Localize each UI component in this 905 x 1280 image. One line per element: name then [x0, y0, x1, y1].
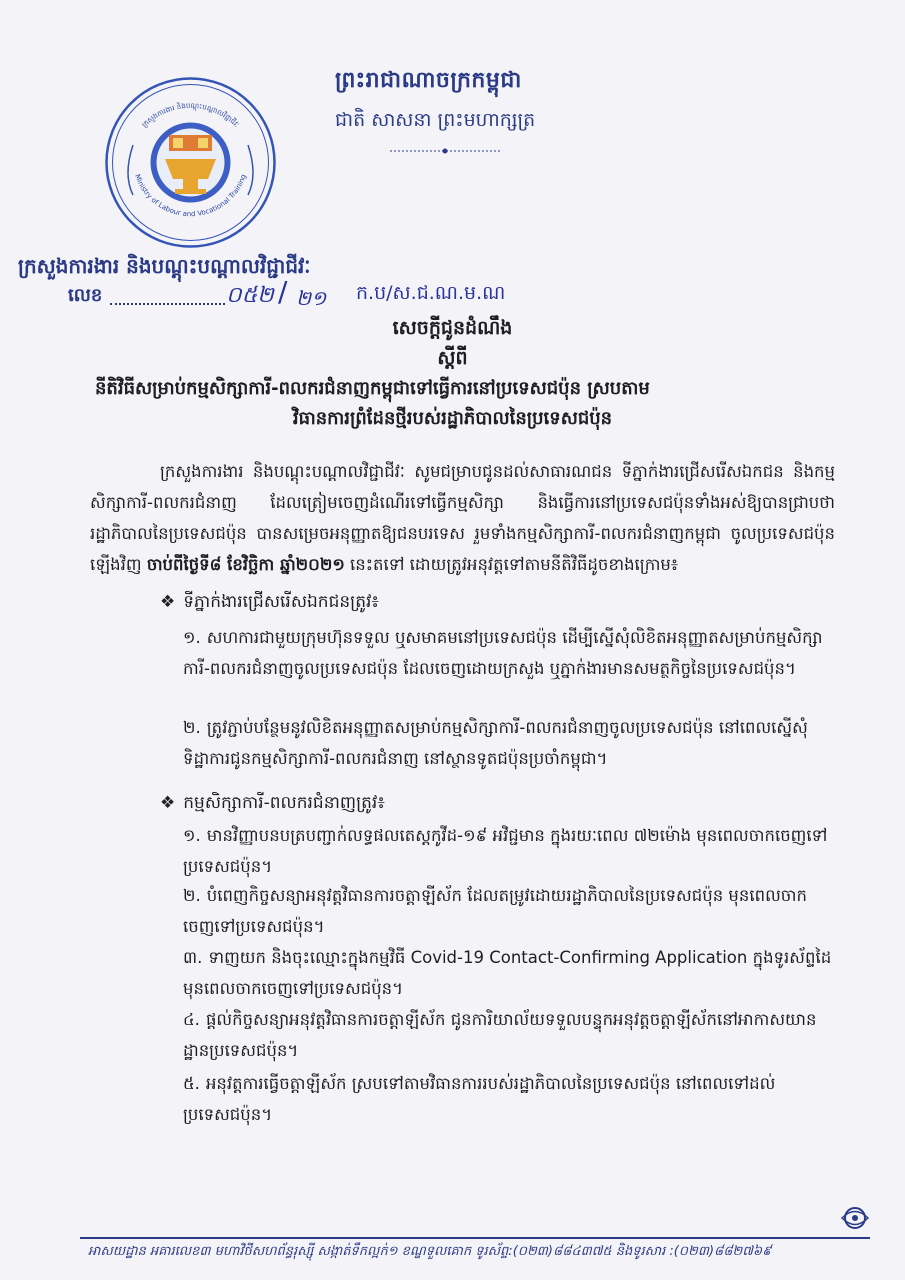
list-item: ២. បំពេញកិច្ចសន្យាអនុវត្តវិធានការចត្តាឡីស័ក ដែលតម្រូវដោយរដ្ឋាភិបាលនៃប្រទេសជប៉ុន មុនពេលចាកចេញទៅប្រទេសជប៉ុន។: [183, 886, 807, 936]
reference-suffix: ក.ប/ស.ជ.ណ.ម.ណ: [356, 282, 506, 304]
footer-address: អាសយដ្ឋាន អគារលេខ៣ មហាវិថីសហព័ន្ធរុស្ស៊ី សង្កាត់ទឹកល្អក់១ ខណ្ឌទួលគោក ទូរស័ព្ទ:(០២៣)៨៨៤៣៧៥ និងទូរសារ :(០២៣)៨៨២៧៦៩: [88, 1244, 772, 1259]
section-heading-workers: ❖ កម្មសិក្សាការី-ពលករជំនាញត្រូវ៖: [160, 793, 385, 813]
notice-title: សេចក្ដីជូនដំណឹង: [392, 317, 513, 339]
list-item: ៤. ផ្ដល់កិច្ចសន្យាអនុវត្តវិធានការចត្តាឡីស័ក ជូនការិយាល័យទទួលបន្ទុកអនុវត្តចត្តាឡីស័កនៅអាកាសយានដ្ឋានប្រទេសជប៉ុន។: [183, 1010, 817, 1060]
list-item: ២. ត្រូវភ្ជាប់បន្ថែមនូវលិខិតអនុញ្ញាតសម្រាប់កម្មសិក្សាការី-ពលករជំនាញចូលប្រទេសជប៉ុន នៅពេលស្នើសុំទិដ្ឋាការជូនកម្មសិក្សាការី-ពលករជំនាញ នៅស្ថានទូតជប៉ុនប្រចាំកម្ពុជា។: [183, 718, 808, 768]
diamond-bullet-icon: ❖: [160, 793, 176, 813]
ornament-divider-icon: [390, 146, 500, 156]
reference-label: លេខ: [68, 285, 103, 306]
footer-divider: [80, 1237, 870, 1239]
notice-subject-label: ស្ដីពី: [437, 347, 468, 369]
ministry-footer-logo-icon: [832, 1203, 878, 1233]
list-item: ១. មានវិញ្ញាបនបត្របញ្ជាក់លទ្ធផលតេស្តកូវីដ-១៩ អវិជ្ជមាន ក្នុងរយៈពេល ៧២ម៉ោង មុនពេលចាកចេញទៅប្រទេសជប៉ុន។: [183, 826, 828, 876]
svg-text:ក្រសួងការងារ និងបណ្ដុះបណ្ដាលវិ: ក្រសួងការងារ និងបណ្ដុះបណ្ដាលវិជ្ជាជីវៈ: [140, 101, 241, 130]
notice-subject-line1: នីតិវិធីសម្រាប់កម្មសិក្សាការី-ពលករជំនាញកម្ពុជាទៅធ្វើការនៅប្រទេសជប៉ុន ស្របតាម: [95, 378, 650, 399]
diamond-bullet-icon: ❖: [160, 592, 176, 612]
list-item: ៥. អនុវត្តការធ្វើចត្តាឡីស័ក ស្របទៅតាមវិធានការរបស់រដ្ឋាភិបាលនៃប្រទេសជប៉ុន នៅពេលទៅដល់ប្រទេសជប៉ុន។: [183, 1074, 776, 1124]
intro-paragraph: ក្រសួងការងារ និងបណ្ដុះបណ្ដាលវិជ្ជាជីវៈ សូមជម្រាបជូនដល់សាធារណជន ទីភ្នាក់ងារជ្រើសរើសឯកជន និងកម្មសិក្សាការី-ពលករជំនាញ ដែលត្រៀមចេញដំណើរទៅធ្វើកម្មសិក្សា និងធ្វើការនៅប្រទេសជប៉ុនទាំងអស់ឱ្យបានជ្រាបថា រដ្ឋាភិបាលនៃប្រទេសជប៉ុន បានសម្រេចអនុញ្ញាតឱ្យជនបរទេស រួមទាំងកម្មសិក្សាការី-ពលករជំនាញកម្ពុជា ចូលប្រទេសជប៉ុនឡើងវិញ ចាប់ពីថ្ងៃទី៨ ខែវិច្ឆិកា ឆ្នាំ២០២១ នេះតទៅ ដោយត្រូវអនុវត្តទៅតាមនីតិវិធីដូចខាងក្រោម៖: [90, 462, 835, 574]
svg-text:Ministry of Labour and Vocatio: Ministry of Labour and Vocational Training: [133, 173, 248, 219]
reference-year: ២១: [296, 286, 327, 310]
ministry-name: ក្រសួងការងារ និងបណ្ដុះបណ្ដាលវិជ្ជាជីវៈ: [18, 254, 311, 278]
reference-handwritten-number: ០៥២: [226, 283, 274, 308]
list-item: ៣. ទាញយក និងចុះឈ្មោះក្នុងកម្មវិធី Covid-19 Contact-Confirming Application ក្នុងទូរស័ព្ទដៃ មុនពេលចាកចេញទៅប្រទេសជប៉ុន។: [183, 948, 832, 998]
section-heading-agencies: ❖ ទីភ្នាក់ងារជ្រើសរើសឯកជនត្រូវ៖: [160, 592, 379, 612]
reference-dotted-line: [110, 303, 225, 305]
kingdom-heading: ព្រះរាជាណាចក្រកម្ពុជា: [335, 68, 522, 93]
notice-subject-line2: វិធានការព្រំដែនថ្មីរបស់រដ្ឋាភិបាលនៃប្រទេសជប៉ុន: [292, 408, 613, 429]
effective-date: ចាប់ពីថ្ងៃទី៨ ខែវិច្ឆិកា ឆ្នាំ២០២១: [146, 555, 345, 574]
ministry-seal-icon: [103, 75, 278, 250]
reference-number: លេខ ០៥២ / ២១ ក.ប/ស.ជ.ណ.ម.ណ: [68, 283, 528, 313]
national-motto: ជាតិ សាសនា ព្រះមហាក្សត្រ: [335, 109, 536, 131]
list-item: ១. សហការជាមួយក្រុមហ៊ុនទទួល ឬសមាគមនៅប្រទេសជប៉ុន ដើម្បីស្នើសុំលិខិតអនុញ្ញាតសម្រាប់កម្មសិក្សាការី-ពលករជំនាញចូលប្រទេសជប៉ុន ដែលចេញដោយក្រសួង ឬភ្នាក់ងារមានសមត្ថកិច្ចនៃប្រទេសជប៉ុន។: [183, 628, 823, 678]
